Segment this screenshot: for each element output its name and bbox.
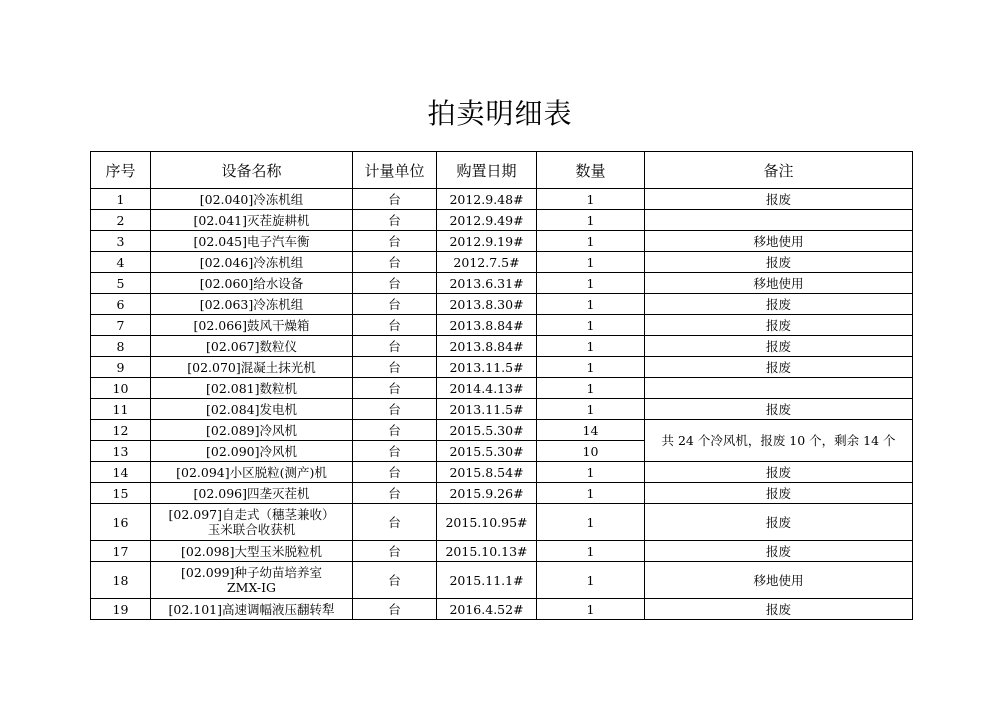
cell-note: 报废: [645, 357, 913, 378]
cell-name: [151, 504, 353, 541]
cell-note: 报废: [645, 336, 913, 357]
header-serial: 序号: [91, 152, 151, 189]
table-row: [91, 294, 913, 315]
table-row: [91, 252, 913, 273]
cell-unit: 台: [353, 273, 437, 294]
cell-unit: 台: [353, 504, 437, 541]
header-purchase-date: 购置日期: [437, 152, 537, 189]
header-remarks: 备注: [645, 152, 913, 189]
table-header-row: [91, 152, 913, 189]
cell-date: 2015.10.95#: [437, 504, 537, 541]
cell-note: [645, 210, 913, 231]
cell-name: [02.067]数粒仪: [151, 336, 353, 357]
cell-unit: 台: [353, 252, 437, 273]
cell-serial: 13: [91, 441, 151, 462]
cell-date: 2013.8.84#: [437, 315, 537, 336]
cell-note-merged: 共 24 个冷风机，报废 10 个，剩余 14 个: [645, 420, 913, 462]
cell-serial: 17: [91, 541, 151, 562]
cell-name: [02.084]发电机: [151, 399, 353, 420]
cell-name: [02.063]冷冻机组: [151, 294, 353, 315]
table-row: [91, 483, 913, 504]
cell-qty: 14: [537, 420, 645, 441]
cell-serial: 16: [91, 504, 151, 541]
cell-date: 2013.6.31#: [437, 273, 537, 294]
cell-date: 2014.4.13#: [437, 378, 537, 399]
table-row: [91, 357, 913, 378]
cell-date: 2015.8.54#: [437, 462, 537, 483]
cell-note: 报废: [645, 315, 913, 336]
cell-name: [02.046]冷冻机组: [151, 252, 353, 273]
cell-note: 移地使用: [645, 231, 913, 252]
cell-qty: 1: [537, 231, 645, 252]
cell-qty: 1: [537, 252, 645, 273]
cell-unit: 台: [353, 541, 437, 562]
cell-qty: 1: [537, 294, 645, 315]
page-title: 拍卖明细表: [427, 97, 573, 130]
cell-date: 2015.10.13#: [437, 541, 537, 562]
table-row: [91, 210, 913, 231]
cell-unit: 台: [353, 357, 437, 378]
cell-note: 报废: [645, 294, 913, 315]
cell-qty: 1: [537, 189, 645, 210]
cell-qty: 1: [537, 210, 645, 231]
cell-serial: 9: [91, 357, 151, 378]
cell-serial: 11: [91, 399, 151, 420]
cell-name: [02.094]小区脱粒(测产)机: [151, 462, 353, 483]
table-row: [91, 189, 913, 210]
cell-name: [151, 562, 353, 599]
cell-note: 报废: [645, 399, 913, 420]
cell-serial: 5: [91, 273, 151, 294]
cell-note: 报废: [645, 483, 913, 504]
cell-name: [02.060]给水设备: [151, 273, 353, 294]
cell-note: 报废: [645, 252, 913, 273]
cell-name: [02.066]鼓风干燥箱: [151, 315, 353, 336]
cell-serial: 2: [91, 210, 151, 231]
table-row: [91, 599, 913, 620]
cell-name: [02.090]冷风机: [151, 441, 353, 462]
cell-date: 2012.9.49#: [437, 210, 537, 231]
cell-note: [645, 378, 913, 399]
cell-qty: 1: [537, 483, 645, 504]
cell-name: [02.070]混凝土抹光机: [151, 357, 353, 378]
header-quantity: 数量: [537, 152, 645, 189]
cell-serial: 14: [91, 462, 151, 483]
cell-unit: 台: [353, 399, 437, 420]
cell-note: 报废: [645, 599, 913, 620]
cell-serial: 15: [91, 483, 151, 504]
cell-unit: 台: [353, 562, 437, 599]
cell-note: 移地使用: [645, 562, 913, 599]
table-row: [91, 462, 913, 483]
cell-date: 2013.11.5#: [437, 357, 537, 378]
cell-qty: 1: [537, 462, 645, 483]
table-row: [91, 420, 913, 441]
cell-name: [02.041]灭茬旋耕机: [151, 210, 353, 231]
cell-serial: 7: [91, 315, 151, 336]
table-row: [91, 336, 913, 357]
cell-serial: 1: [91, 189, 151, 210]
table-row: [91, 504, 913, 541]
cell-unit: 台: [353, 420, 437, 441]
cell-unit: 台: [353, 294, 437, 315]
cell-name-line: [02.099]种子幼苗培养室: [181, 565, 322, 580]
cell-unit: 台: [353, 315, 437, 336]
cell-unit: 台: [353, 189, 437, 210]
cell-unit: 台: [353, 378, 437, 399]
cell-note: 报废: [645, 189, 913, 210]
cell-serial: 8: [91, 336, 151, 357]
cell-date: 2015.5.30#: [437, 441, 537, 462]
header-unit: 计量单位: [353, 152, 437, 189]
cell-qty: 1: [537, 399, 645, 420]
cell-unit: 台: [353, 599, 437, 620]
cell-serial: 18: [91, 562, 151, 599]
cell-date: 2012.7.5#: [437, 252, 537, 273]
cell-name: [02.040]冷冻机组: [151, 189, 353, 210]
cell-date: 2016.4.52#: [437, 599, 537, 620]
cell-qty: 1: [537, 541, 645, 562]
cell-name: [02.096]四垄灭茬机: [151, 483, 353, 504]
cell-date: 2012.9.48#: [437, 189, 537, 210]
cell-name: [02.089]冷风机: [151, 420, 353, 441]
cell-qty: 1: [537, 336, 645, 357]
cell-note: 报废: [645, 462, 913, 483]
cell-name-line: 玉米联合收获机: [207, 522, 296, 537]
cell-date: 2013.11.5#: [437, 399, 537, 420]
cell-qty: 1: [537, 357, 645, 378]
cell-name: [02.045]电子汽车衡: [151, 231, 353, 252]
cell-unit: 台: [353, 441, 437, 462]
cell-date: 2015.11.1#: [437, 562, 537, 599]
table-row: [91, 562, 913, 599]
cell-qty: 10: [537, 441, 645, 462]
cell-serial: 12: [91, 420, 151, 441]
cell-note: 报废: [645, 541, 913, 562]
table-row: [91, 315, 913, 336]
cell-date: 2015.9.26#: [437, 483, 537, 504]
cell-name-line: ZMX-IG: [226, 580, 277, 595]
table-row: [91, 399, 913, 420]
cell-serial: 4: [91, 252, 151, 273]
cell-qty: 1: [537, 378, 645, 399]
cell-unit: 台: [353, 462, 437, 483]
cell-name: [02.098]大型玉米脱粒机: [151, 541, 353, 562]
cell-note: 报废: [645, 504, 913, 541]
auction-detail-table: [90, 151, 913, 620]
cell-serial: 6: [91, 294, 151, 315]
cell-name-line: [02.097]自走式（穗茎兼收）: [168, 507, 335, 522]
cell-unit: 台: [353, 483, 437, 504]
header-equipment-name: 设备名称: [151, 152, 353, 189]
cell-serial: 10: [91, 378, 151, 399]
cell-qty: 1: [537, 562, 645, 599]
cell-date: 2013.8.84#: [437, 336, 537, 357]
cell-date: 2015.5.30#: [437, 420, 537, 441]
cell-date: 2013.8.30#: [437, 294, 537, 315]
cell-serial: 19: [91, 599, 151, 620]
cell-serial: 3: [91, 231, 151, 252]
cell-name: [02.081]数粒机: [151, 378, 353, 399]
cell-date: 2012.9.19#: [437, 231, 537, 252]
cell-qty: 1: [537, 504, 645, 541]
cell-unit: 台: [353, 336, 437, 357]
cell-qty: 1: [537, 315, 645, 336]
table-row: [91, 541, 913, 562]
cell-qty: 1: [537, 599, 645, 620]
table-row: [91, 273, 913, 294]
cell-unit: 台: [353, 231, 437, 252]
cell-unit: 台: [353, 210, 437, 231]
table-row: [91, 378, 913, 399]
cell-note: 移地使用: [645, 273, 913, 294]
table-row: [91, 231, 913, 252]
cell-qty: 1: [537, 273, 645, 294]
cell-name: [02.101]高速调幅液压翻转犁: [151, 599, 353, 620]
